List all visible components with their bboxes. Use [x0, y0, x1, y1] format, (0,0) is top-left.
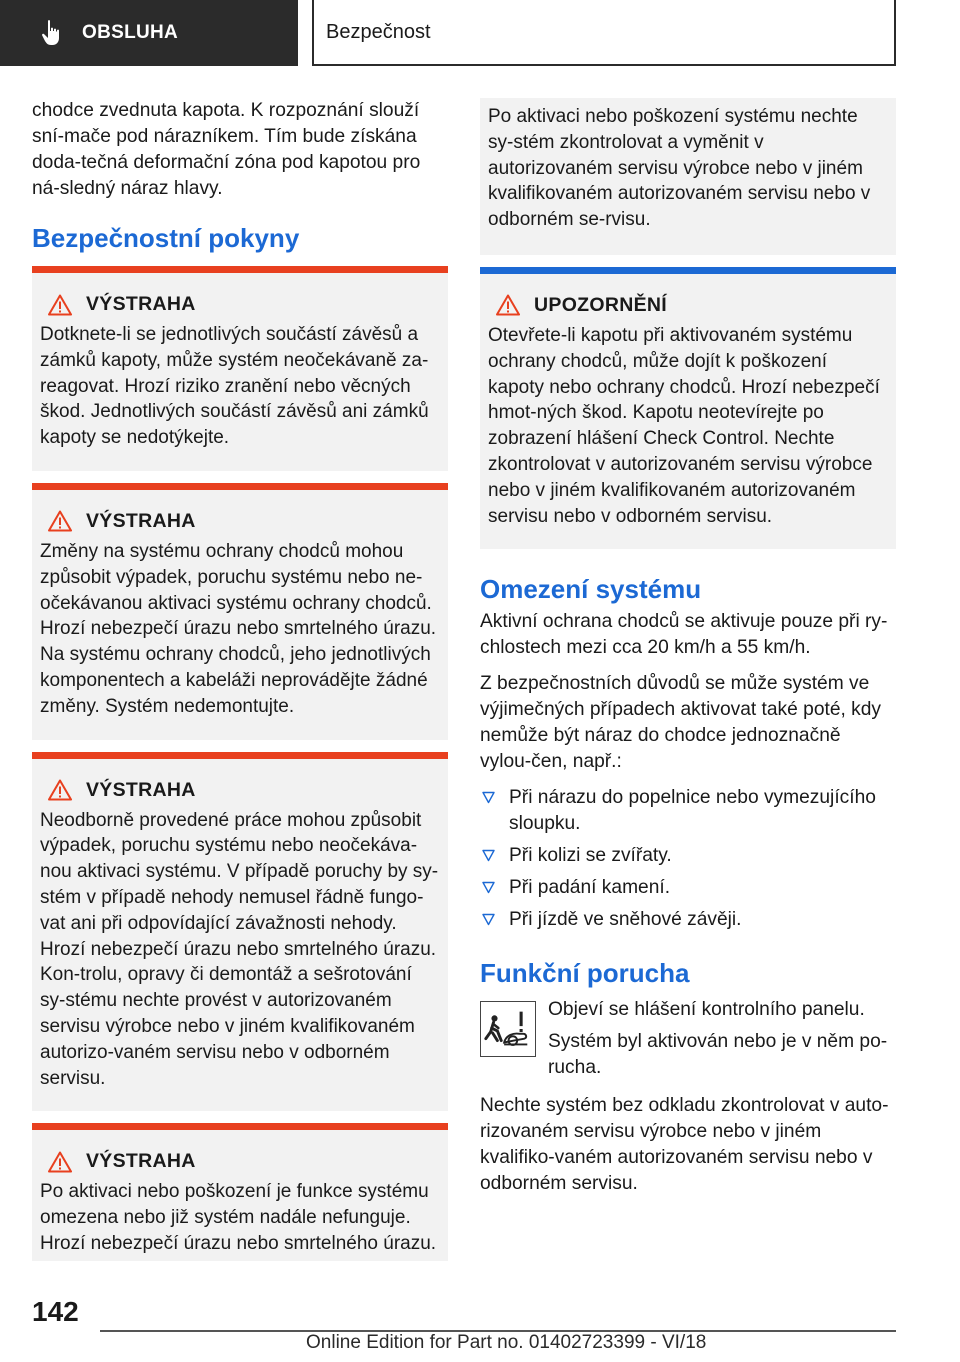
pointing-hand-icon: [40, 19, 64, 47]
warning-title: VÝSTRAHA: [86, 293, 196, 315]
limits-paragraph-1: Aktivní ochrana chodců se aktivuje pouze při ry-chlostech mezi cca 20 km/h a 55 km/h.: [480, 611, 888, 659]
safety-heading: Bezpečnostní pokyny: [32, 223, 300, 253]
warning-text: Změny na systému ochrany chodců mohou způsobit výpadek, poruchu systému nebo ne-očekávanou aktivaci systému ochrany chodců. Hrozí nebezpečí úrazu nebo smrtelného úrazu. Na systému ochrany chodců, jeho jednotlivých komponentech a kabeláži neprovádějte žádné změny. Systém nedemontujte.: [40, 540, 437, 717]
section-tab-label: OBSLUHA: [82, 22, 179, 43]
fault-paragraph-1: Objeví se hlášení kontrolního panelu.: [548, 999, 865, 1021]
chapter-title: Bezpečnost: [312, 0, 896, 66]
notice-text: Otevřete-li kapotu při aktivovaném systému ochrany chodců, může dojít k poškození kapoty nebo ochrany chodců. Hrozí nebezpečí hmot-ných škod. Kapotu neotevírejte po zobrazení hlášení Check Control. Nechte zkontrolovat v autorizovaném servisu výrobce nebo v jiném kvalifikovaném autorizovaném servisu nebo v odborném servisu.: [488, 324, 880, 527]
fault-paragraph-2: Systém byl aktivován nebo je v něm po-rucha.: [548, 1031, 888, 1079]
notice-box: [480, 267, 896, 549]
warning-title: VÝSTRAHA: [86, 778, 196, 801]
triangle-bullet-icon: [482, 881, 495, 894]
triangle-bullet-icon: [482, 913, 495, 926]
warning-box-2: [32, 483, 448, 740]
pedestrian-protection-icon: [480, 1001, 536, 1057]
warning-title: VÝSTRAHA: [86, 509, 196, 532]
section-tab: [0, 0, 298, 66]
continued-warning-text: Po aktivaci nebo poškození systému nechte sy-stém zkontrolovat a vyměnit v autorizovaném servisu výrobce nebo v jiném kvalifikovaném autorizovaném servisu nebo v odborném se-rvisu.: [480, 98, 896, 255]
triangle-bullet-icon: [482, 849, 495, 862]
list-item-text: Při nárazu do popelnice nebo vymezujícího sloupku.: [509, 787, 876, 835]
warning-triangle-icon: [48, 294, 72, 316]
fault-text: [548, 997, 896, 1087]
fault-heading: Funkční porucha: [480, 958, 690, 989]
warning-triangle-icon: [496, 294, 520, 316]
list-item-text: Při padání kamení.: [509, 877, 671, 899]
warning-text: Po aktivaci nebo poškození je funkce systému omezena nebo již systém nadále nefunguje. Hrozí nebezpečí úrazu nebo smrtelného úrazu.: [40, 1181, 437, 1254]
warning-box-4: [32, 1123, 448, 1260]
list-item-text: Při jízdě ve sněhové závěji.: [509, 909, 742, 931]
notice-title: UPOZORNĚNÍ: [534, 293, 668, 316]
list-item: [480, 875, 896, 901]
page-number: 142: [32, 1296, 79, 1327]
footer-edition: Online Edition for Part no. 01402723399 - VI/18: [306, 1332, 707, 1353]
intro-paragraph: chodce zvednuta kapota. K rozpoznání slouží sní-mače pod nárazníkem. Tím bude získána doda-tečná deformační zóna pod kapotou pro ná-sledný náraz hlavy.: [32, 100, 421, 199]
triangle-bullet-icon: [482, 791, 495, 804]
list-item: [480, 907, 896, 933]
limits-paragraph-2: Z bezpečnostních důvodů se může systém ve výjimečných případech aktivovat také poté, kdy nemůže být náraz do chodce jednoznačně vylou-čen, např.:: [480, 673, 882, 773]
limits-list: [480, 785, 896, 933]
list-item-text: Při kolizi se zvířaty.: [509, 845, 672, 867]
right-column: [480, 98, 896, 1207]
page-header: [0, 0, 960, 66]
fault-paragraph-3: Nechte systém bez odkladu zkontrolovat v auto-rizovaném servisu výrobce nebo v jiném kvalifiko-vaném autorizovaném servisu nebo v odborném servisu.: [480, 1095, 889, 1195]
left-column: [32, 98, 448, 1273]
list-item: [480, 843, 896, 869]
limits-heading: Omezení systému: [480, 574, 702, 605]
warning-triangle-icon: [48, 1151, 72, 1173]
fault-row: [480, 997, 896, 1087]
list-item: [480, 785, 896, 837]
warning-triangle-icon: [48, 779, 72, 801]
warning-box-1: [32, 266, 448, 471]
warning-box-3: [32, 752, 448, 1112]
warning-text: Neodborně provedené práce mohou způsobit výpadek, poruchu systému nebo neočekáva-nou aktivaci systému. V případě poruchy by sy-stém v případě nehody nemusel řádně fungo-vat ani při odpovídající závažnosti nehody. Hrozí nebezpečí úrazu nebo smrtelného úrazu. Kon-trolu, opravy či demontáž a sešrotování sy-stému nechte provést v autorizovaném servisu výrobce nebo v jiném kvalifikovaném autorizo-vaném servisu nebo v odborném servisu.: [40, 809, 439, 1089]
warning-title: VÝSTRAHA: [86, 1150, 196, 1173]
warning-text: Dotknete-li se jednotlivých součástí závěsů a zámků kapoty, může systém neočekávaně za-reagovat. Hrozí riziko zranění nebo věcných škod. Jednotlivých součástí závěsů ani zámků kapoty se nedotýkejte.: [40, 324, 429, 449]
warning-triangle-icon: [48, 510, 72, 532]
